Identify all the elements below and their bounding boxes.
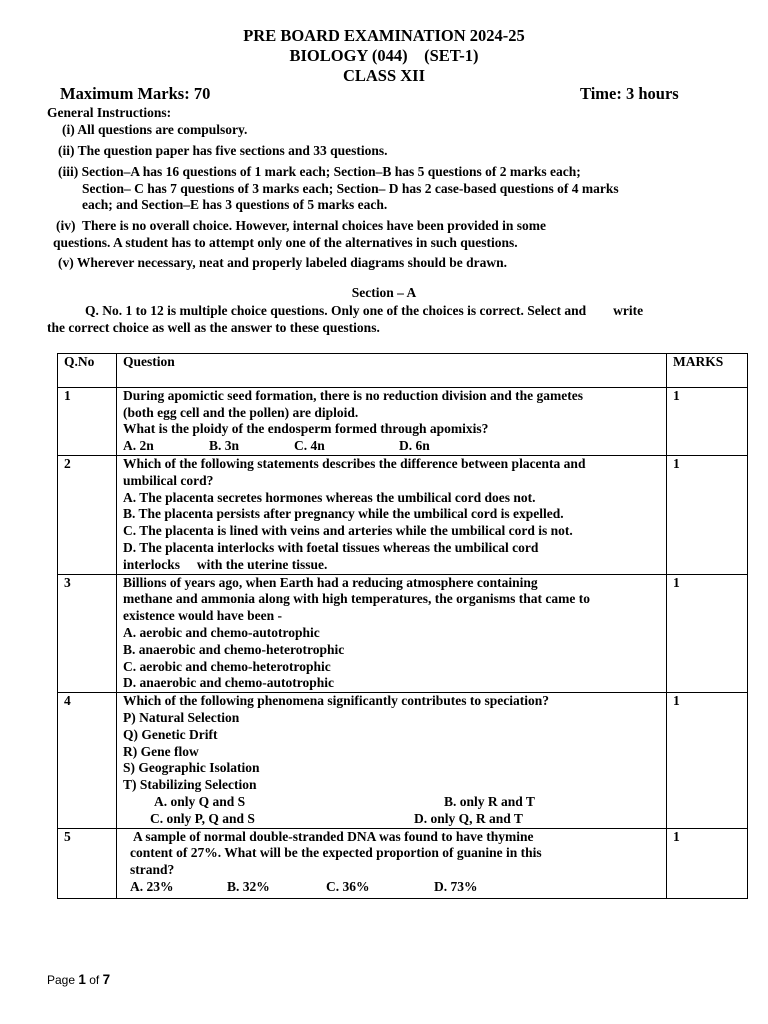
option-c: C. 36% (326, 878, 370, 894)
question-number: 2 (58, 455, 117, 574)
options-row (123, 811, 660, 828)
page-total: 7 (102, 972, 111, 987)
maximum-marks: Maximum Marks: 70 (60, 84, 211, 103)
option-a: A. only Q and S (154, 793, 246, 809)
option-d: D. only Q, R and T (414, 810, 523, 826)
question-line: umbilical cord? (123, 472, 214, 488)
statement-q: Q) Genetic Drift (123, 726, 218, 742)
table-row (58, 828, 748, 898)
section-note-line1: Q. No. 1 to 12 is multiple choice questions. Only one of the choices is correct. Select and write (85, 303, 644, 318)
option-d: D. anaerobic and chemo-autotrophic (123, 675, 335, 691)
option-a: A. aerobic and chemo-autotrophic (123, 624, 320, 640)
instruction-iv-line1: (iv) There is no overall choice. However, internal choices have been provided in some (56, 218, 546, 233)
header-marks: MARKS (667, 354, 748, 388)
option-b: B. 32% (227, 878, 270, 894)
question-marks: 1 (667, 574, 748, 693)
question-number: 4 (58, 693, 117, 828)
statement-t: T) Stabilizing Selection (123, 777, 257, 793)
question-marks: 1 (667, 828, 748, 898)
question-text (117, 455, 667, 574)
instruction-iv-line2: questions. A student has to attempt only one of the alternatives in such questions. (53, 235, 518, 250)
instruction-i: (i) All questions are compulsory. (62, 122, 248, 137)
question-marks: 1 (667, 455, 748, 574)
options-row (123, 438, 660, 455)
option-d: D. 6n (399, 438, 430, 454)
page-number: 1 (78, 972, 86, 987)
table-row (58, 693, 748, 828)
instruction-iii-line3: each; and Section–E has 3 questions of 5 marks each. (82, 197, 388, 212)
section-title: Section – A (351, 285, 417, 300)
instruction-ii: (ii) The question paper has five sections and 33 questions. (58, 143, 388, 158)
page-label: Page (47, 973, 76, 987)
question-number: 3 (58, 574, 117, 693)
table-row (58, 387, 748, 455)
option-a: A. 23% (130, 878, 174, 894)
header-qno: Q.No (58, 354, 117, 388)
table-header-row (58, 354, 748, 388)
question-text (117, 693, 667, 828)
instruction-iii-line2: Section– C has 7 questions of 3 marks each; Section– D has 2 case-based questions of 4 marks (82, 181, 619, 196)
question-line: methane and ammonia along with high temperatures, the organisms that came to (123, 591, 590, 607)
statement-p: P) Natural Selection (123, 709, 240, 725)
option-d-continued: interlocks with the uterine tissue. (123, 556, 328, 572)
questions-table (57, 353, 748, 899)
page-footer (47, 972, 110, 987)
option-b: B. The placenta persists after pregnancy while the umbilical cord is expelled. (123, 506, 564, 522)
instruction-v: (v) Wherever necessary, neat and properly labeled diagrams should be drawn. (58, 255, 508, 270)
option-d: D. The placenta interlocks with foetal tissues whereas the umbilical cord (123, 539, 539, 555)
section-note-line2: the correct choice as well as the answer to these questions. (47, 320, 380, 335)
question-line: During apomictic seed formation, there is no reduction division and the gametes (123, 387, 583, 403)
options-row (123, 794, 660, 811)
question-line: existence would have been - (123, 608, 282, 624)
option-c: C. The placenta is lined with veins and arteries while the umbilical cord is not. (123, 523, 573, 539)
option-c: C. only P, Q and S (150, 810, 255, 826)
question-line: A sample of normal double-stranded DNA was found to have thymine (133, 828, 534, 844)
option-a: A. The placenta secretes hormones whereas the umbilical cord does not. (123, 489, 536, 505)
exam-subject: BIOLOGY (044) (SET-1) (289, 46, 479, 65)
question-line: Which of the following statements describes the difference between placenta and (123, 455, 586, 471)
question-number: 1 (58, 387, 117, 455)
question-line: What is the ploidy of the endosperm formed through apomixis? (123, 421, 489, 437)
question-text (117, 574, 667, 693)
options-row (123, 879, 660, 896)
option-b: B. only R and T (444, 793, 535, 809)
question-marks: 1 (667, 387, 748, 455)
exam-title: PRE BOARD EXAMINATION 2024-25 (243, 26, 525, 45)
instructions-heading: General Instructions: (47, 105, 172, 120)
question-marks: 1 (667, 693, 748, 828)
question-text (117, 828, 667, 898)
option-b: B. anaerobic and chemo-heterotrophic (123, 641, 345, 657)
statement-s: S) Geographic Isolation (123, 760, 260, 776)
question-line: (both egg cell and the pollen) are diploid. (123, 404, 359, 420)
exam-class: CLASS XII (342, 66, 426, 85)
statement-r: R) Gene flow (123, 743, 199, 759)
question-number: 5 (58, 828, 117, 898)
time-allowed: Time: 3 hours (580, 84, 679, 103)
question-line: content of 27%. What will be the expected proportion of guanine in this (130, 845, 542, 861)
instruction-iii-line1: (iii) Section–A has 16 questions of 1 mark each; Section–B has 5 questions of 2 marks each; (58, 164, 581, 179)
option-d: D. 73% (434, 878, 478, 894)
question-line: Which of the following phenomena significantly contributes to speciation? (123, 693, 550, 709)
option-b: B. 3n (209, 438, 240, 454)
option-c: C. 4n (294, 438, 325, 454)
of-label: of (89, 973, 100, 987)
question-line: strand? (130, 862, 175, 878)
exam-header (0, 26, 768, 86)
table-row (58, 455, 748, 574)
header-question: Question (117, 354, 667, 388)
option-c: C. aerobic and chemo-heterotrophic (123, 658, 331, 674)
question-line: Billions of years ago, when Earth had a reducing atmosphere containing (123, 574, 538, 590)
section-note (47, 302, 737, 336)
question-text (117, 387, 667, 455)
option-a: A. 2n (123, 438, 154, 454)
table-row (58, 574, 748, 693)
